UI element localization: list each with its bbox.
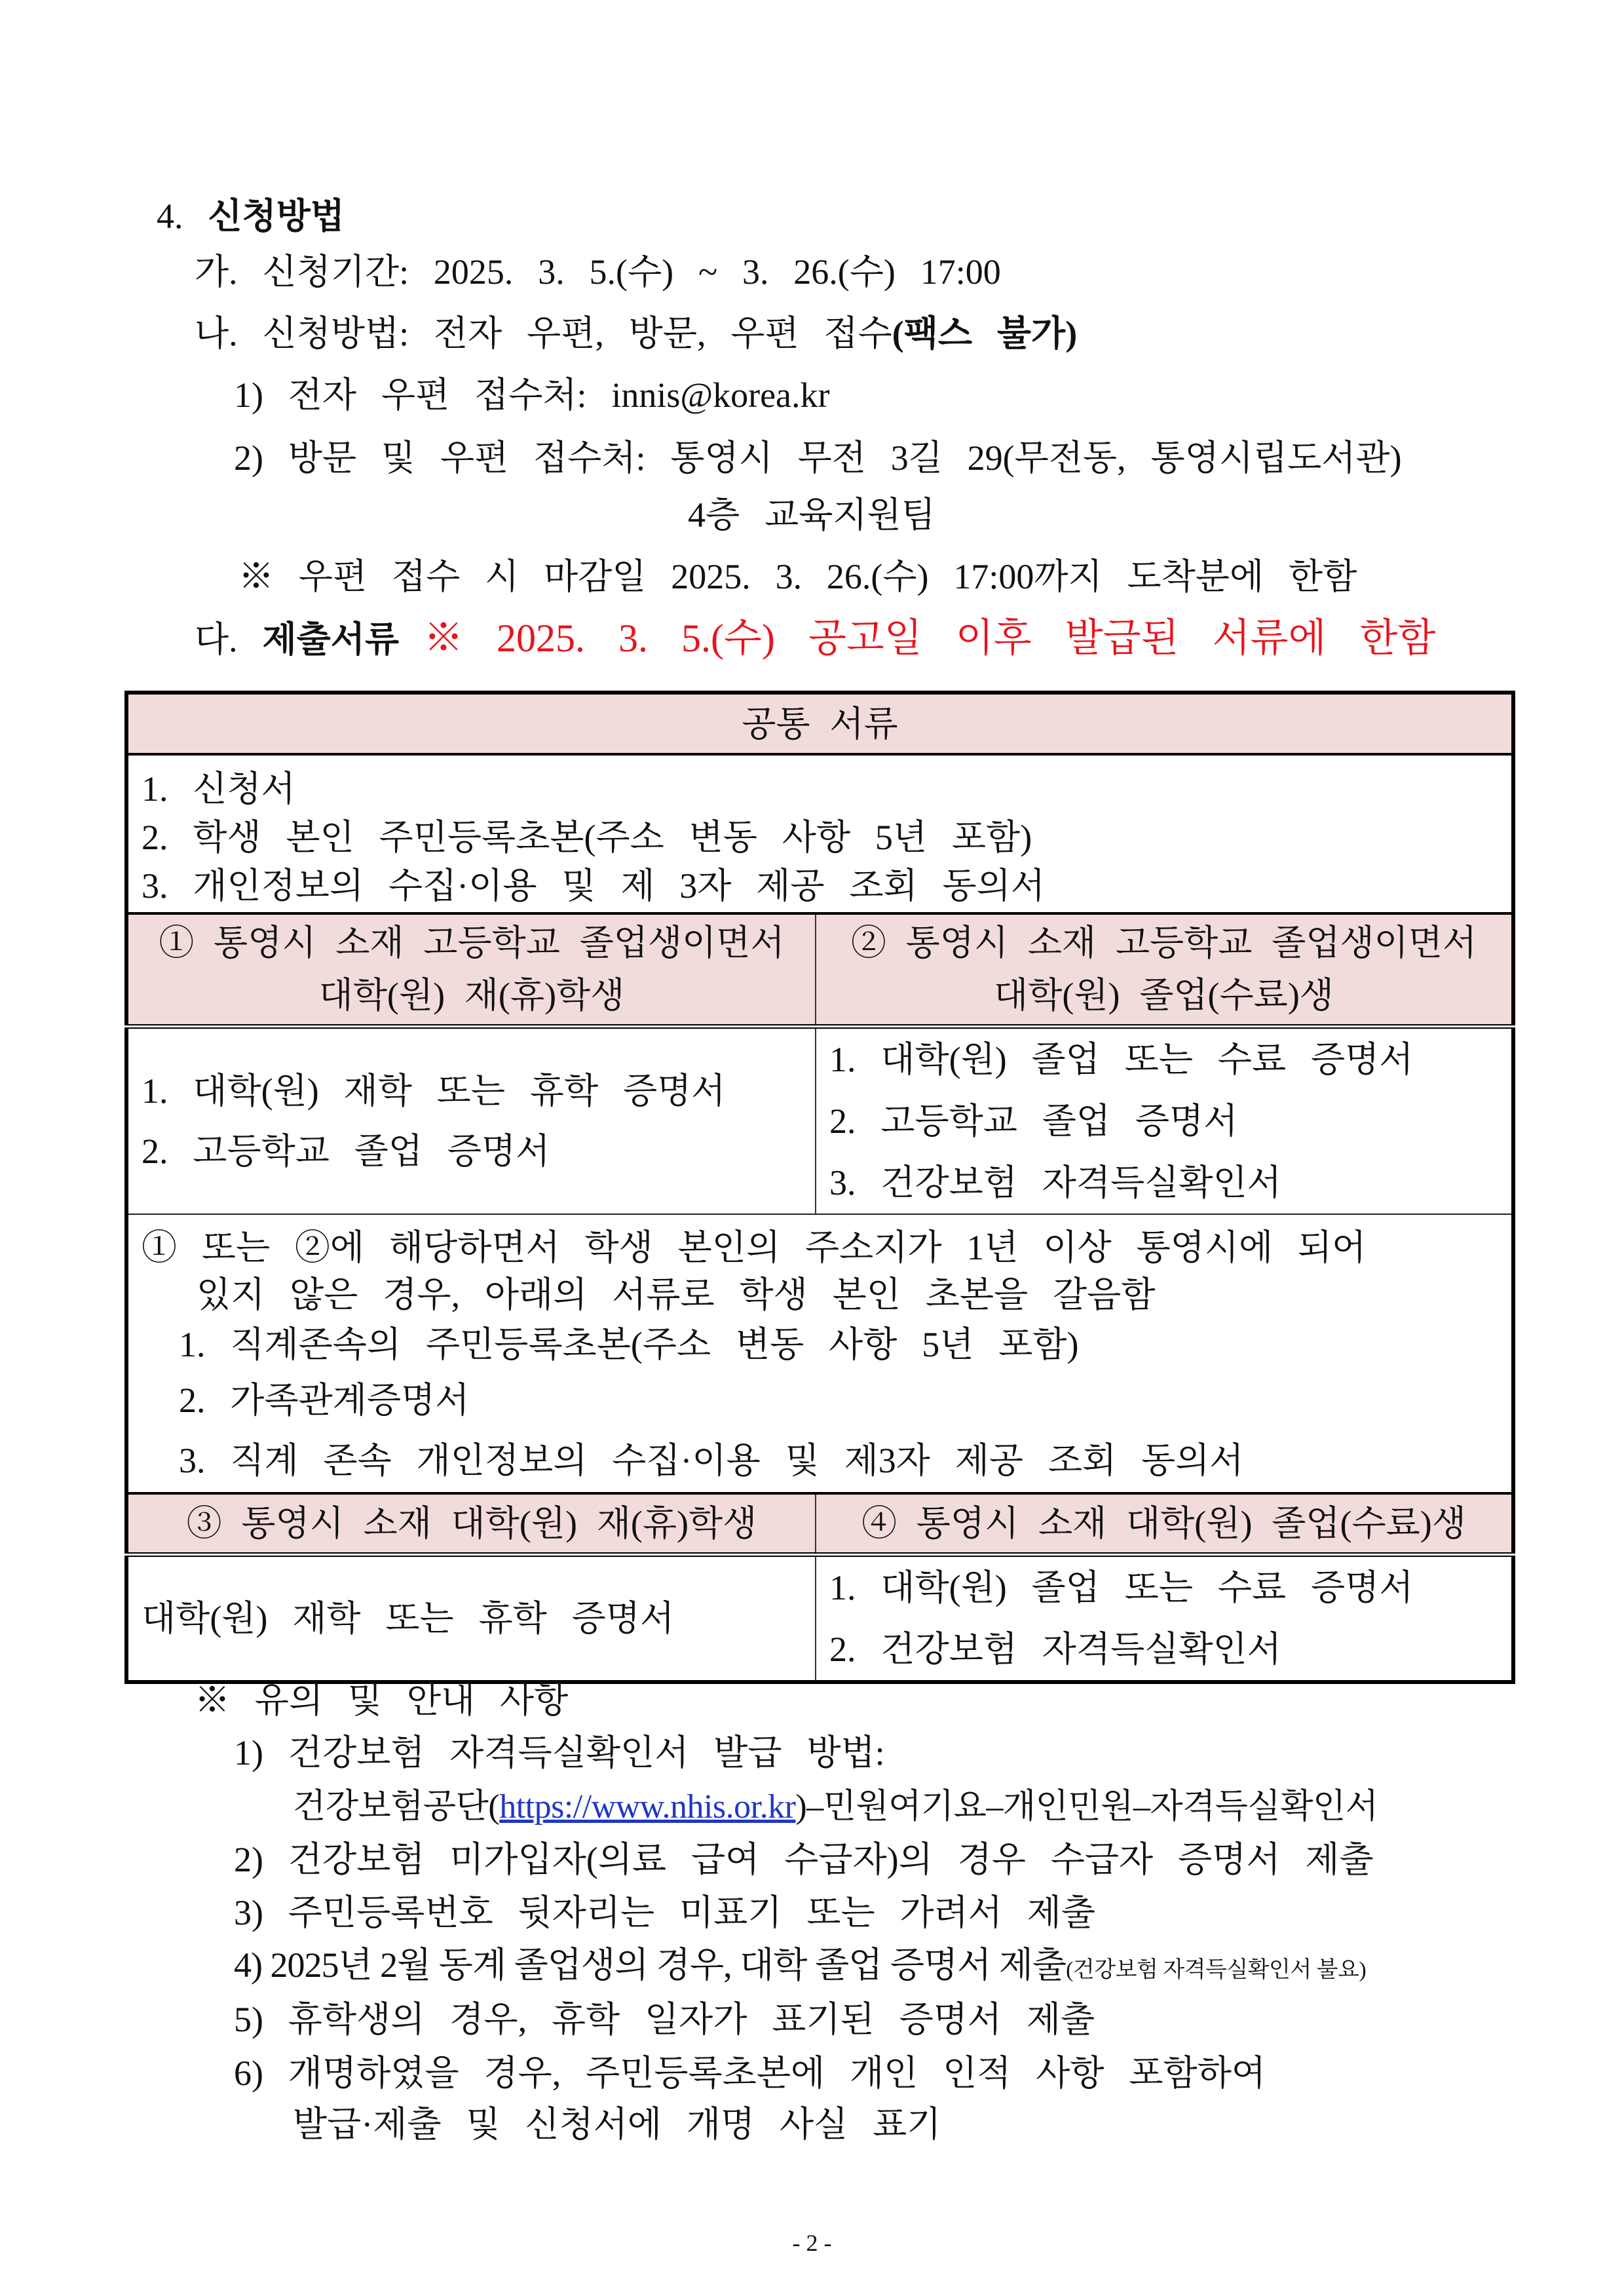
common-header-row [126, 693, 1513, 754]
group-2-header [816, 913, 1513, 1026]
list-item: 2. 고등학교 졸업 증명서 [142, 1131, 550, 1171]
notes-title: ※ 유의 및 안내 사항 [195, 1681, 569, 1720]
documents-date-notice: ※ 2025. 3. 5.(수) 공고일 이후 발급된 서류에 한함 [423, 617, 1436, 660]
list-item: 3. 건강보험 자격득실확인서 [829, 1162, 1281, 1202]
group-4-documents [816, 1555, 1513, 1683]
required-documents-table [124, 691, 1515, 1684]
list-item: 1. 대학(원) 졸업 또는 수료 증명서 [829, 1568, 1414, 1607]
substitute-condition-line-2: 있지 않은 경우, 아래의 서류로 학생 본인 초본을 갈음함 [197, 1274, 1156, 1314]
list-item: 2. 건강보험 자격득실확인서 [829, 1630, 1281, 1669]
visit-address-line: 2) 방문 및 우편 접수처: 통영시 무전 3길 29(무전동, 통영시립도서관) [234, 438, 1402, 478]
documents-heading [195, 612, 1435, 664]
group-1-header-line-1: ① 통영시 소재 고등학교 졸업생이면서 [159, 923, 785, 963]
list-item: 1. 직계존속의 주민등록초본(주소 변동 사항 5년 포함) [179, 1324, 1079, 1364]
application-method [195, 307, 1077, 360]
group-4-header: ④ 통영시 소재 대학(원) 졸업(수료)생 [816, 1493, 1513, 1555]
common-documents-header: 공통 서류 [126, 693, 1513, 754]
note-1: 1) 건강보험 자격득실확인서 발급 방법: [234, 1733, 885, 1772]
visit-address-line-2: 4층 교육지원팀 [688, 495, 935, 535]
substitute-documents-cell [126, 1214, 1513, 1493]
group-2-documents [816, 1026, 1513, 1214]
note-3: 3) 주민등록번호 뒷자리는 미표기 또는 가려서 제출 [234, 1893, 1096, 1932]
note-6-line-2: 발급·제출 및 신청서에 개명 사실 표기 [293, 2105, 941, 2144]
group-3-header: ③ 통영시 소재 대학(원) 재(휴)학생 [126, 1493, 816, 1555]
section-heading [157, 190, 345, 242]
note-4-text: 4) 2025년 2월 동계 졸업생의 경우, 대학 졸업 증명서 제출 [234, 1945, 1067, 1985]
email-submission-line: 1) 전자 우편 접수처: innis@korea.kr [234, 375, 830, 415]
list-item: 1. 대학(원) 졸업 또는 수료 증명서 [829, 1039, 1414, 1079]
section-title: 신청방법 [208, 197, 345, 236]
note-5: 5) 휴학생의 경우, 휴학 일자가 표기된 증명서 제출 [234, 2000, 1095, 2039]
list-item: 1. 신청서 [142, 769, 295, 809]
group-2-header-line-1: ② 통영시 소재 고등학교 졸업생이면서 [850, 923, 1477, 963]
mail-deadline-note: ※ 우편 접수 시 마감일 2025. 3. 26.(수) 17:00까지 도착분에 한함 [238, 557, 1357, 596]
nhis-link[interactable]: https://www.nhis.or.kr [499, 1788, 796, 1826]
no-fax-note: (팩스 불가) [892, 314, 1078, 353]
application-period: 가. 신청기간: 2025. 3. 5.(수) ~ 3. 26.(수) 17:00 [195, 252, 1001, 292]
application-method-text: 나. 신청방법: 전자 우편, 방문, 우편 접수 [195, 314, 892, 353]
group-3-documents [126, 1555, 816, 1683]
list-item: 3. 개인정보의 수집·이용 및 제 3자 제공 조회 동의서 [142, 866, 1045, 906]
documents-title: 제출서류 [262, 620, 400, 659]
list-item: 대학(원) 재학 또는 휴학 증명서 [142, 1599, 675, 1638]
note-6: 6) 개명하였을 경우, 주민등록초본에 개인 인적 사항 포함하여 [234, 2054, 1266, 2093]
group-3-4-documents-row [126, 1555, 1513, 1683]
group-1-2-documents-row [126, 1026, 1513, 1214]
list-item: 3. 직계 존속 개인정보의 수집·이용 및 제3자 제공 조회 동의서 [179, 1440, 1244, 1480]
group-1-documents [126, 1026, 816, 1214]
note-1-path-suffix: )–민원여기요–개인민원–자격득실확인서 [795, 1788, 1378, 1826]
note-1-path [293, 1781, 1378, 1833]
note-4-small-text: (건강보험 자격득실확인서 불요) [1066, 1958, 1367, 1982]
section-number: 4. [157, 197, 183, 236]
common-documents-row [126, 754, 1513, 913]
list-item: 2. 학생 본인 주민등록초본(주소 변동 사항 5년 포함) [142, 818, 1032, 857]
note-4 [234, 1939, 1366, 1991]
page-number: - 2 - [792, 2230, 832, 2256]
documents-prefix: 다. [195, 620, 238, 659]
note-1-path-prefix: 건강보험공단( [293, 1788, 500, 1826]
list-item: 1. 대학(원) 재학 또는 휴학 증명서 [142, 1071, 726, 1111]
substitute-condition-line-1: ① 또는 ②에 해당하면서 학생 본인의 주소지가 1년 이상 통영시에 되어 [142, 1227, 1367, 1267]
group-3-4-header-row [126, 1493, 1513, 1555]
note-2: 2) 건강보험 미가입자(의료 급여 수급자)의 경우 수급자 증명서 제출 [234, 1840, 1374, 1879]
substitute-documents-row [126, 1214, 1513, 1493]
list-item: 2. 가족관계증명서 [179, 1380, 470, 1420]
list-item: 2. 고등학교 졸업 증명서 [829, 1101, 1238, 1141]
common-documents-cell [126, 754, 1513, 913]
group-1-2-header-row [126, 913, 1513, 1026]
group-1-header [126, 913, 816, 1026]
group-2-header-line-2: 대학(원) 졸업(수료)생 [994, 976, 1334, 1016]
group-1-header-line-2: 대학(원) 재(휴)학생 [318, 976, 625, 1016]
